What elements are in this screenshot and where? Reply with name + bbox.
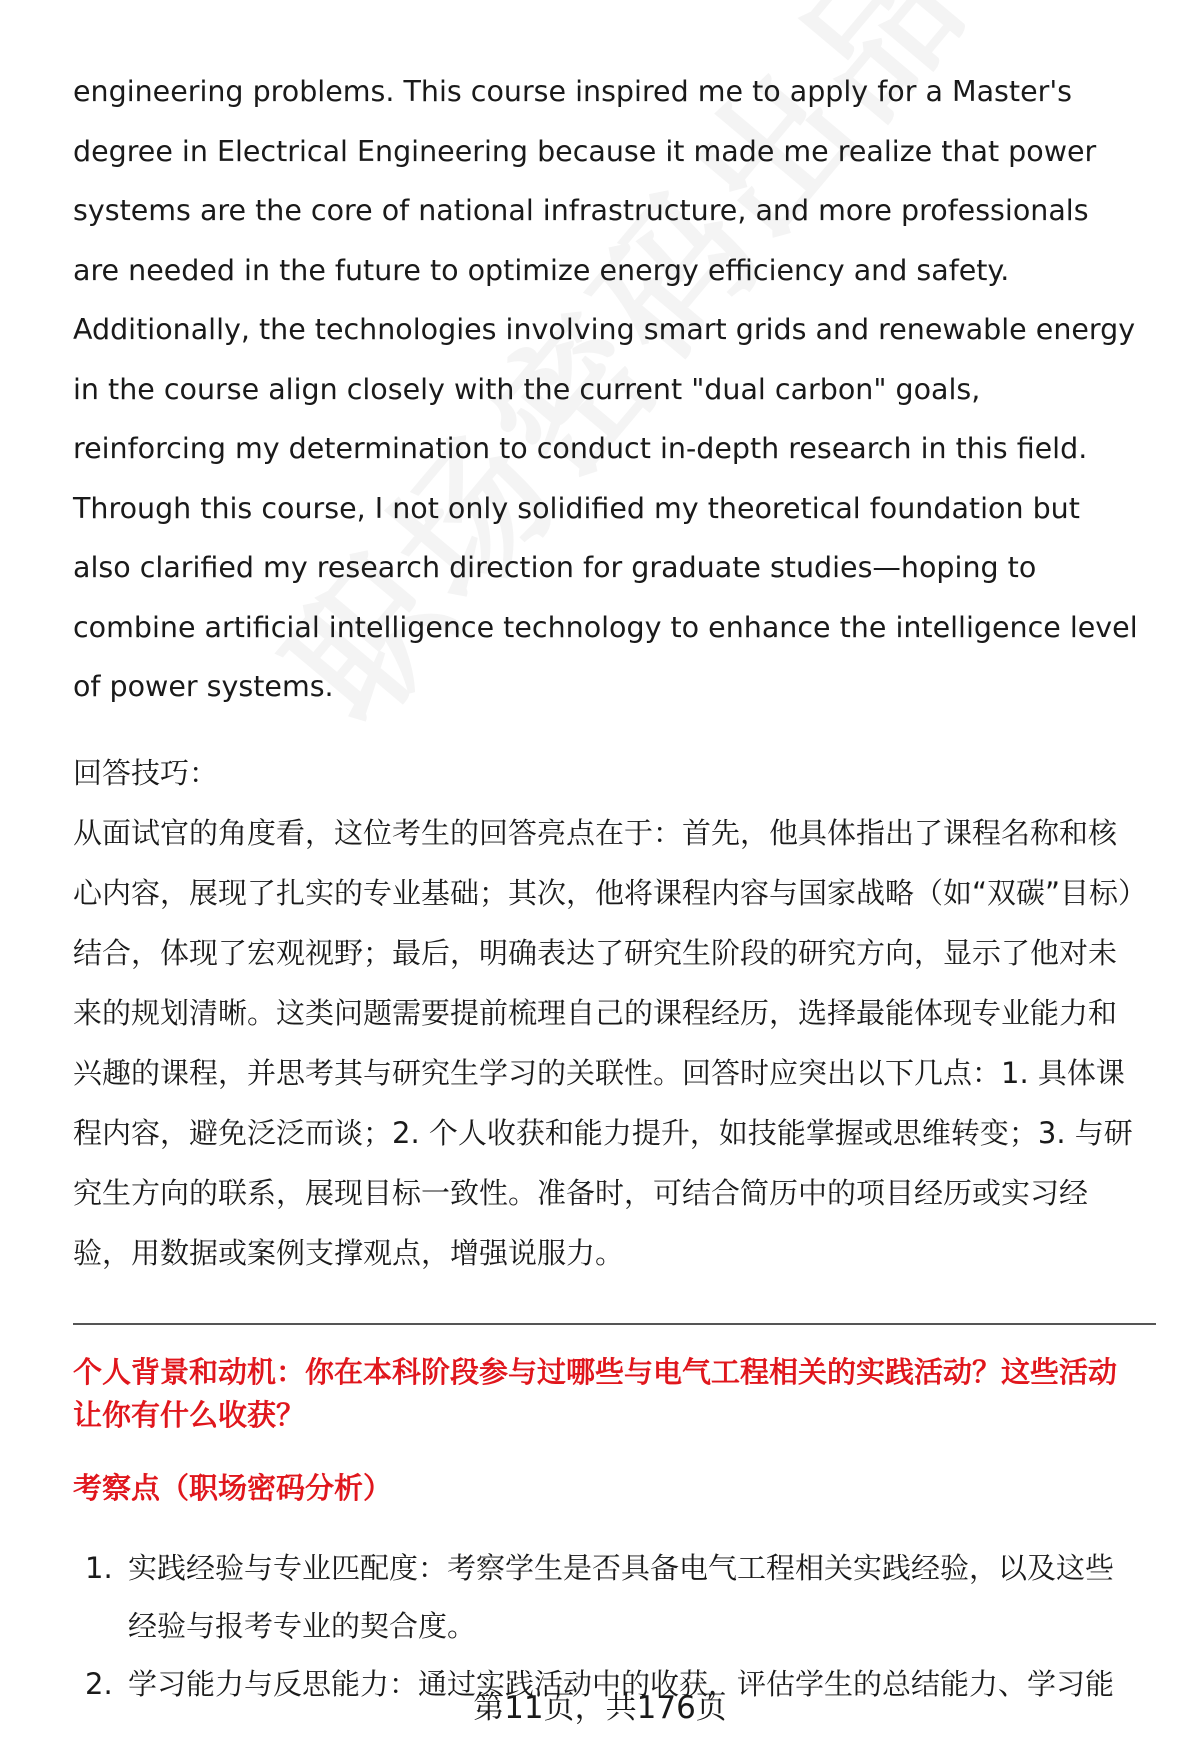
list-text: 学习能力与反思能力：通过实践活动中的收获，评估学生的总结能力、学习能 — [128, 1666, 1115, 1701]
list-item — [73, 1539, 1138, 1655]
english-answer-paragraph: engineering problems. This course inspired me to apply for a Master's degree in Electrical Engineering because it made me realize that power systems are the core of national infrastructure, and more professionals are needed in the future to optimize energy efficiency and safety. Additionally, the technologies involving smart grids and renewable energy in the course align closely with the current "dual carbon" goals, reinforcing my determination to conduct in-depth research in this field. Through this course, I not only solidified my theoretical foundation but also clarified my research direction for graduate studies—hoping to combine artificial intelligence technology to enhance the intelligence level of power systems. — [73, 75, 1138, 703]
page-number-footer: 第11页，共176页 — [473, 1690, 727, 1726]
question-heading: 个人背景和动机：你在本科阶段参与过哪些与电气工程相关的实践活动？这些活动让你有什么收获？ — [73, 1354, 1118, 1432]
list-number: 1. — [85, 1550, 113, 1585]
section-title: 考察点（职场密码分析） — [73, 1470, 393, 1505]
list-number: 2. — [85, 1666, 113, 1701]
points-list — [73, 1539, 1138, 1713]
tips-heading: 回答技巧： — [73, 755, 219, 790]
document-page — [73, 62, 1138, 1713]
list-text: 实践经验与专业匹配度：考察学生是否具备电气工程相关实践经验，以及这些经验与报考专业的契合度。 — [128, 1550, 1115, 1643]
section-divider — [73, 1323, 1156, 1325]
tips-body: 从面试官的角度看，这位考生的回答亮点在于：首先，他具体指出了课程名称和核心内容，展现了扎实的专业基础；其次，他将课程内容与国家战略（如“双碳”目标）结合，体现了宏观视野；最后，明确表达了研究生阶段的研究方向，显示了他对未来的规划清晰。这类问题需要提前梳理自己的课程经历，选择最能体现专业能力和兴趣的课程，并思考其与研究生学习的关联性。回答时应突出以下几点：1. 具体课程内容，避免泛泛而谈；2. 个人收获和能力提升，如技能掌握或思维转变；3. 与研究生方向的联系，展现目标一致性。准备时，可结合简历中的项目经历或实习经验，用数据或案例支撑观点，增强说服力。 — [73, 815, 1133, 1270]
